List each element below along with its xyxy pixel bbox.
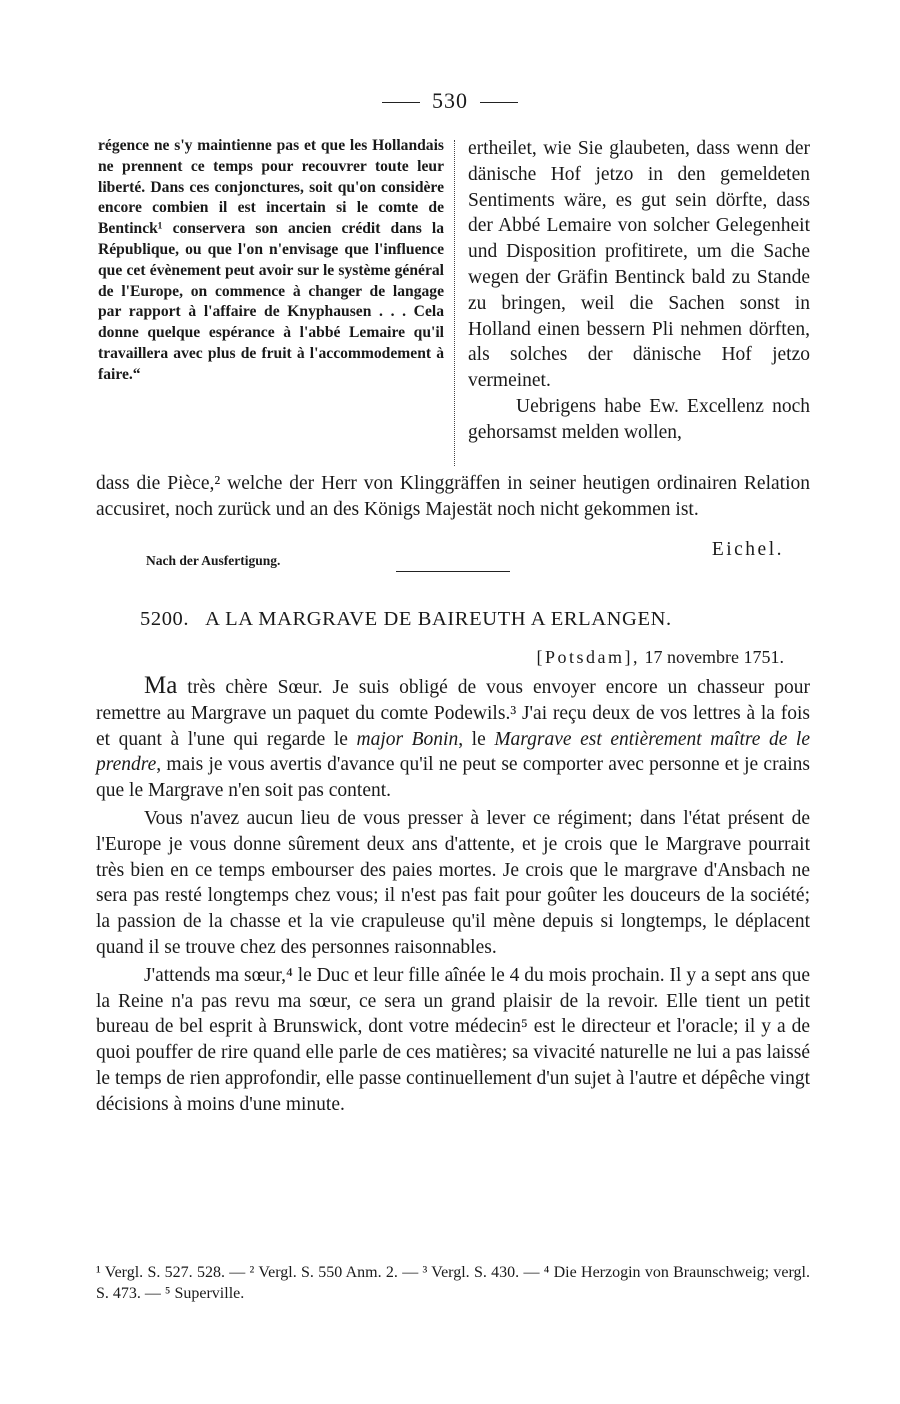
column-divider	[454, 140, 455, 466]
letter-heading	[140, 608, 820, 631]
letter-paragraph-2: Vous n'avez aucun lieu de vous presser à lever ce régiment; dans l'état présent de l'Europe je vous donne sûrement deux ans d'attente, et je crois que le Margrave pourrait très bien en ce temps embourser des paies mortes. Je crois que le margrave d'Ansbach ne sera pas resté longtemps chez vous; il n'est pas fait pour goûter les douceurs de la société; la passion de la chasse et la vie crapuleuse qu'il mène depuis si longtemps, le déplacent quand il se trouve chez des personnes raisonnables.	[96, 807, 810, 958]
page-number	[0, 88, 900, 114]
footnotes: ¹ Vergl. S. 527. 528. — ² Vergl. S. 550 Anm. 2. — ³ Vergl. S. 430. — ⁴ Die Herzogin von Braunschweig; vergl. S. 473. — ⁵ Superville.	[96, 1264, 810, 1302]
letter-paragraph-1	[96, 673, 810, 804]
left-column-quotation: régence ne s'y maintienne pas et que les Hollandais ne prennent ce temps pour recouvrer toute leur liberté. Dans ces conjonctures, soit qu'on considère encore combien il est incertain si le comte de Bentinck¹ conservera son ancien crédit dans la République, ou que l'on n'envisage que l'influence que cet évènement peut avoir sur le système général de l'Europe, on commence à changer de langage par rapport à l'affaire de Knyphausen . . . Cela donne quelque espérance à l'abbé Lemaire qu'il travaillera avec plus de fruit à l'accommodement à faire.“	[98, 137, 444, 383]
right-column-paragraph-1: ertheilet, wie Sie glaubeten, dass wenn der dänische Hof jetzo in den gemeldeten Sentiments wäre, es gut sein dörfte, dass der Abbé Lemaire von solcher Gelegenheit und Disposition profitirete, um die Sache wegen der Gräfin Bentinck bald zu Stande zu bringen, weil die Sachen sonst in Holland einen bessern Pli nehmen dörften, als solches der dänische Hof jetzo vermeinet.	[468, 138, 810, 392]
letter-title: A LA MARGRAVE DE BAIREUTH A ERLANGEN.	[205, 608, 672, 630]
page-number-rule-right	[480, 102, 518, 103]
signature: Eichel.	[711, 539, 784, 560]
dateline	[537, 647, 784, 668]
dateline-date: 17 novembre 1751.	[644, 647, 784, 667]
letter-paragraph-1-italic-2: Margrave est entièrement maître de le prendre	[96, 728, 811, 776]
page-number-rule-left	[382, 102, 420, 103]
letter-paragraph-1-text-b: , le	[458, 728, 495, 750]
section-rule	[396, 571, 510, 572]
letter-closing	[96, 539, 810, 579]
letter-number: 5200.	[140, 608, 190, 630]
dateline-place: [Potsdam],	[536, 647, 641, 667]
letter-body	[96, 673, 810, 1120]
letter-paragraph-1-text-a: très chère Sœur. Je suis obligé de vous envoyer encore un chasseur pour remettre au Margrave un paquet du comte Podewils.³ J'ai reçu deux de vos lettres à la fois et quant à l'une qui regarde le	[96, 677, 810, 750]
letter-paragraph-3: J'attends ma sœur,⁴ le Duc et leur fille aînée le 4 du mois prochain. Il y a sept ans que la Reine n'a pas revu ma sœur, ce sera un grand plaisir de la revoir. Elle tient un petit bureau de bel esprit à Brunswick, dont votre médecin⁵ est le directeur et l'oracle; il y a de quoi pouffer de rire quand elle parle de ces matières; sa vivacité naturelle ne lui a pas laissé le temps de rien approfondir, elle passe continuellement d'un sujet à l'autre et dépêche vingt décisions à moins d'une minute.	[96, 964, 810, 1115]
letter-paragraph-1-italic-1: major Bonin	[356, 728, 459, 750]
right-column-text	[468, 136, 810, 446]
right-column-paragraph-2: Uebrigens habe Ew. Excellenz noch gehorsamst melden wollen,	[468, 395, 810, 443]
full-width-continuation: dass die Pièce,² welche der Herr von Klinggräffen in seiner heutigen ordinairen Relation accusiret, noch zurück und an des Königs Majestät noch nicht gekommen ist.	[96, 473, 810, 520]
salutation-initial: Ma	[144, 672, 178, 699]
letter-paragraph-1-text-c: , mais je vous avertis d'avance qu'il ne peut se comporter avec personne et je crains que le Margrave n'en soit pas content.	[96, 754, 810, 802]
page-number-text: 530	[432, 88, 468, 113]
draft-note: Nach der Ausfertigung.	[146, 553, 281, 568]
